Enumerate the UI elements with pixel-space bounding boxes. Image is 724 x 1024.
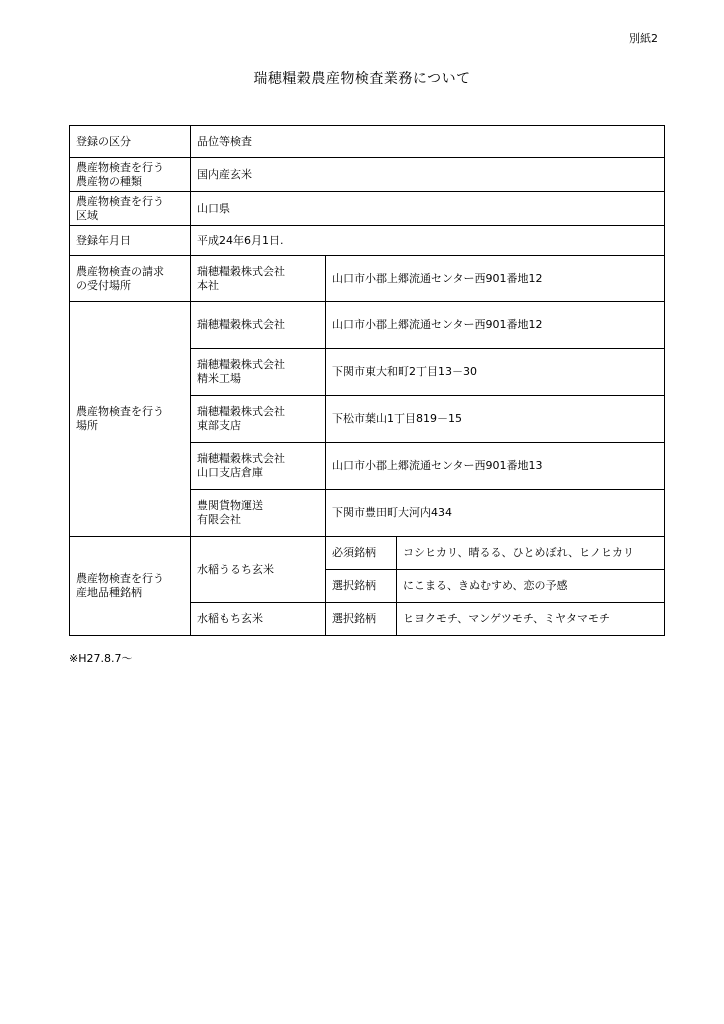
brand-list-selected: にこまる、きぬむすめ、恋の予感: [397, 570, 665, 603]
label-line: 農産物検査を行う: [76, 572, 164, 585]
inspection-place-address: 下関市豊田町大河内434: [326, 490, 665, 537]
inspection-place-address: 下関市東大和町2丁目13－30: [326, 349, 665, 396]
inspection-place-address: 下松市葉山1丁目819－15: [326, 396, 665, 443]
company-branch: 東部支店: [197, 419, 241, 432]
table-row: [70, 537, 665, 570]
brand-category-selected: 選択銘柄: [326, 570, 397, 603]
footnote: ※H27.8.7～: [69, 652, 133, 665]
company-name: 瑞穂糧穀株式会社: [197, 405, 285, 418]
inspection-place-address: 山口市小郡上郷流通センター西901番地13: [326, 443, 665, 490]
label-line: 農産物検査を行う: [76, 194, 164, 208]
row-label-inspection-places: [70, 302, 191, 537]
product-type-value: 国内産玄米: [191, 158, 665, 192]
label-line: の受付場所: [76, 278, 131, 292]
table-row: [70, 302, 665, 349]
row-label-request-place: [70, 256, 191, 302]
row-label-region: [70, 192, 191, 226]
brand-category-selected: 選択銘柄: [326, 603, 397, 636]
row-label-registration-date: 登録年月日: [70, 226, 191, 256]
company-name: 瑞穂糧穀株式会社: [197, 452, 285, 465]
row-label-brands: [70, 537, 191, 636]
company-branch: 精米工場: [197, 372, 241, 385]
table-row: [70, 158, 665, 192]
row-label-product-type: [70, 158, 191, 192]
request-place-name: [191, 256, 326, 302]
table-row: [70, 126, 665, 158]
table-row: [70, 192, 665, 226]
registration-date-value: 平成24年6月1日.: [191, 226, 665, 256]
row-label-registration-category: 登録の区分: [70, 126, 191, 158]
company-branch: 有限会社: [197, 513, 241, 526]
rice-type-uruchi: 水稲うるち玄米: [191, 537, 326, 603]
label-line: 場所: [76, 419, 98, 432]
brand-list-required: コシヒカリ、晴るる、ひとめぼれ、ヒノヒカリ: [397, 537, 665, 570]
inspection-place-address: 山口市小郡上郷流通センター西901番地12: [326, 302, 665, 349]
request-place-address: 山口市小郡上郷流通センター西901番地12: [326, 256, 665, 302]
label-line: 区域: [76, 208, 98, 222]
inspection-place-name: 瑞穂糧穀株式会社: [191, 302, 326, 349]
page-title: 瑞穂糧穀農産物検査業務について: [253, 71, 471, 87]
company-name: 瑞穂糧穀株式会社: [197, 358, 285, 371]
inspection-table: [69, 125, 665, 636]
inspection-place-name: [191, 396, 326, 443]
company-name: 豊関貨物運送: [197, 499, 263, 512]
label-line: 農産物検査を行う: [76, 405, 164, 418]
region-value: 山口県: [191, 192, 665, 226]
brand-category-required: 必須銘柄: [326, 537, 397, 570]
table-row: [70, 256, 665, 302]
company-branch: 本社: [197, 278, 219, 292]
label-line: 産地品種銘柄: [76, 586, 142, 599]
brand-list-selected: ヒヨクモチ、マンゲツモチ、ミヤタマモチ: [397, 603, 665, 636]
registration-category-value: 品位等検査: [191, 126, 665, 158]
inspection-place-name: [191, 490, 326, 537]
inspection-place-name: [191, 443, 326, 490]
inspection-place-name: [191, 349, 326, 396]
table-row: [70, 226, 665, 256]
annex-label: 別紙2: [629, 32, 658, 45]
label-line: 農産物検査を行う: [76, 160, 164, 174]
company-branch: 山口支店倉庫: [197, 466, 263, 479]
company-name: 瑞穂糧穀株式会社: [197, 264, 285, 278]
rice-type-mochi: 水稲もち玄米: [191, 603, 326, 636]
label-line: 農産物検査の請求: [76, 264, 164, 278]
label-line: 農産物の種類: [76, 174, 142, 188]
